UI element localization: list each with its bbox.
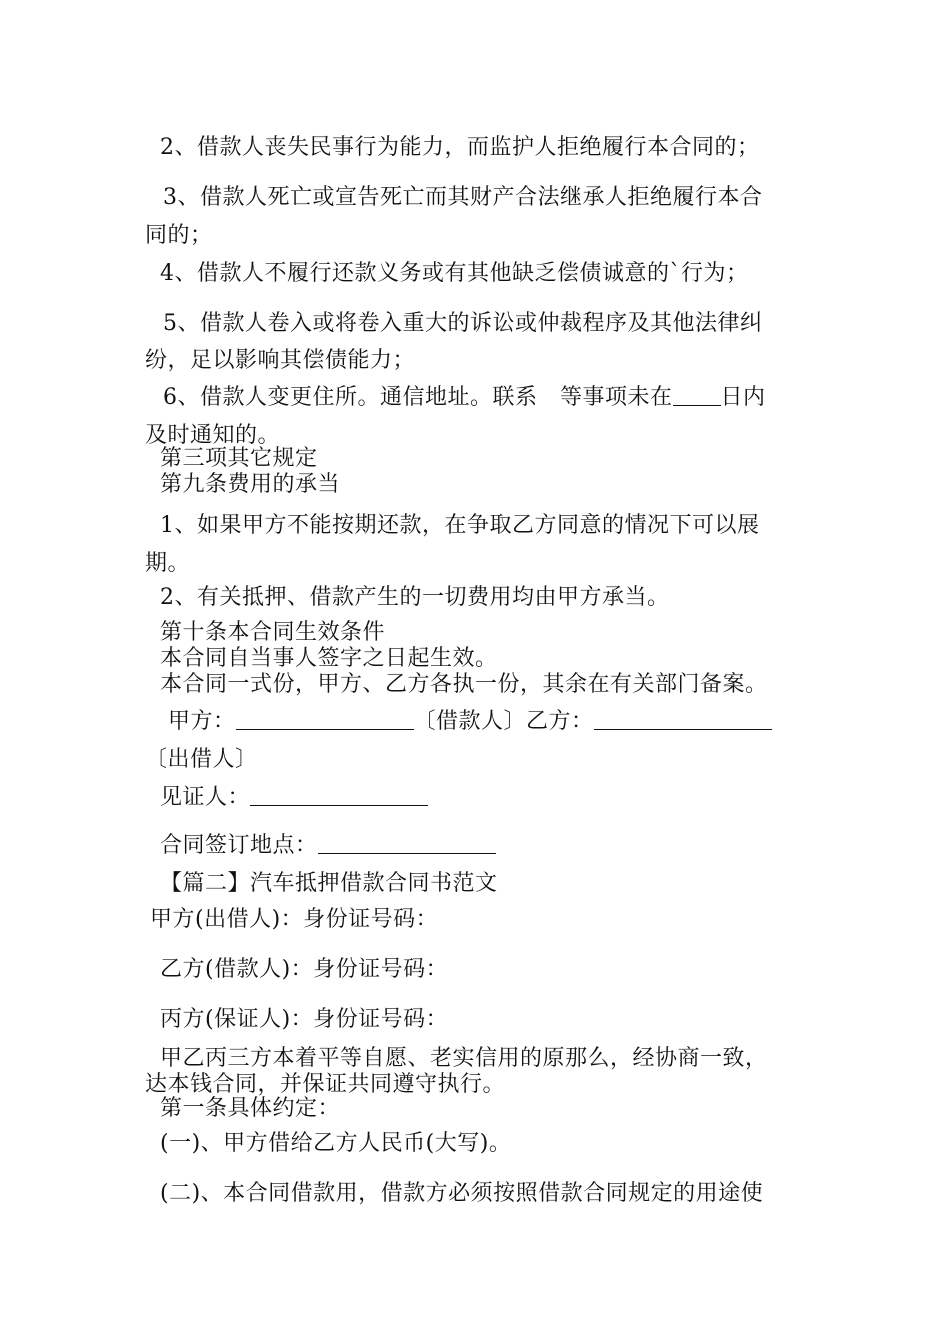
signing-place-blank[interactable]: [318, 831, 496, 854]
clause-4-line: 4、借款人不履行还款义务或有其他缺乏偿债诚意的`行为；: [160, 261, 749, 286]
preamble-line: 甲乙丙三方本着平等自愿、老实信用的原那么，经协商一致，: [160, 1046, 768, 1071]
clause-5-line: 5、借款人卷入或将卷入重大的诉讼或仲裁程序及其他法律纠: [163, 311, 763, 336]
clause-6-text: 6、借款人变更住所。通信地址。联系 等事项未在: [163, 385, 673, 410]
witness-line: [160, 780, 825, 816]
article-9-heading: 第九条费用的承当: [160, 472, 341, 497]
clause-3-line: 3、借款人死亡或宣告死亡而其财产合法继承人拒绝履行本合: [163, 185, 763, 210]
article-1-item-1: (一)、甲方借给乙方人民币(大写)。: [160, 1131, 512, 1156]
article-9-item-2: 2、有关抵押、借款产生的一切费用均由甲方承当。: [160, 585, 670, 610]
clause-6-line: [163, 380, 828, 416]
clause-6-suffix: 日内: [720, 385, 766, 410]
lender-label: 〔出借人〕: [145, 747, 258, 772]
clause-6-continuation: 及时通知的。: [145, 423, 281, 448]
clause-5-continuation: 纷，足以影响其偿债能力；: [145, 348, 416, 373]
effective-clause: 本合同自当事人签字之日起生效。: [160, 646, 498, 671]
article-10-heading: 第十条本合同生效条件: [160, 620, 386, 645]
copies-clause: 本合同一式份，甲方、乙方各执一份，其余在有关部门备案。: [160, 672, 768, 697]
article-1-item-2: (二)、本合同借款用，借款方必须按照借款合同规定的用途使: [160, 1181, 764, 1206]
part-2-title: 【篇二】汽车抵押借款合同书范文: [160, 871, 498, 896]
article-9-item-1-continuation: 期。: [145, 551, 191, 576]
party-a-label: 甲方：: [168, 709, 236, 734]
article-9-item-1: 1、如果甲方不能按期还款，在争取乙方同意的情况下可以展: [160, 513, 760, 538]
party-a-id-line: 甲方(出借人)：身份证号码：: [150, 907, 439, 932]
party-b-signature-blank[interactable]: [594, 707, 772, 730]
signing-place-label: 合同签订地点：: [160, 833, 318, 858]
section-3-heading: 第三项其它规定: [160, 446, 318, 471]
party-a-signature-blank[interactable]: [236, 707, 414, 730]
party-b-label: 〔借款人〕乙方：: [413, 709, 594, 734]
days-blank: [673, 383, 721, 406]
party-c-id-line: 丙方(保证人)：身份证号码：: [160, 1007, 449, 1032]
witness-signature-blank[interactable]: [250, 783, 428, 806]
clause-3-continuation: 同的；: [145, 223, 213, 248]
clause-2-line: 2、借款人丧失民事行为能力，而监护人拒绝履行本合同的；: [160, 135, 760, 160]
preamble-continuation: 达本钱合同，并保证共同遵守执行。: [145, 1072, 506, 1097]
party-b-id-line: 乙方(借款人)：身份证号码：: [160, 957, 449, 982]
witness-label: 见证人：: [160, 785, 251, 810]
party-signature-line: [168, 704, 833, 740]
article-1-heading: 第一条具体约定：: [160, 1096, 341, 1121]
signing-place-line: [160, 828, 825, 864]
